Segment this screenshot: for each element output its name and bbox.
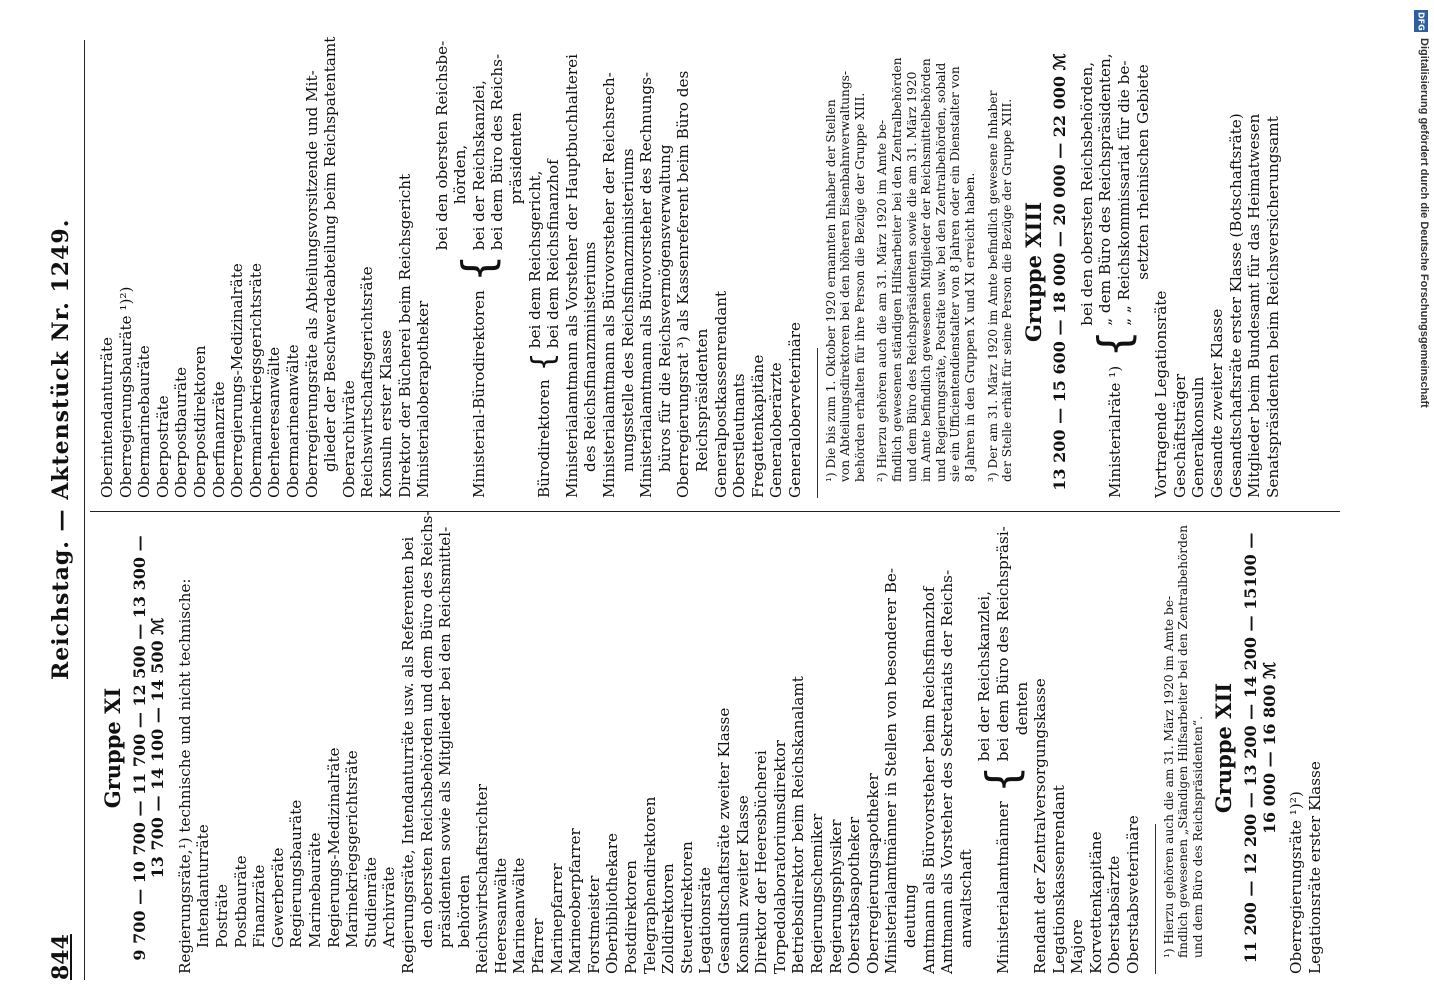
brace-item: hörden, [451,144,470,205]
footnote-line: findlich gewesenen „Ständigen Hilfsarbeiter bei den Zentralbehörden [1176,525,1191,958]
list-item: Oberintendanturräte [98,336,116,498]
list-item: Marinepfarrer [547,863,566,974]
list-item: Obermarinekriegsgerichtsräte [246,262,265,498]
curly-brace: { [977,765,1029,794]
column-divider [90,511,1340,512]
list-item: Oberheeresanwälte [265,346,284,498]
list-item: Regierungschemiker [807,813,826,974]
list-item: Oberpostbauräte [172,366,191,498]
list-item: Oberpostdirektoren [190,345,209,498]
list-item: Telegraphendirektoren [640,796,659,974]
pay-scale-xi-2: 13 700 — 14 100 — 14 500 ℳ [148,617,168,879]
brace-item: bei dem Reichsfinanzhof [544,159,563,349]
group-title-xi: Gruppe XI [100,687,125,809]
dfg-side-note [1412,8,1430,988]
list-item: Oberregierungsräte als Abteilungsvorsitzende und Mit- [302,70,321,498]
list-item: Reichswirtschaftsrichter [473,784,492,974]
list-item: Oberstleutnants [730,373,749,498]
footnote [824,46,1015,482]
brace-item: setzten rheinischen Gebiete [1133,64,1152,280]
brace-item: bei dem Büro des Reichspräsi- [993,526,1012,762]
footnote-line: der Stelle erhält für seine Person die Bezüge der Gruppe XIII. [1000,98,1015,482]
dfg-logo-icon: DFG [1414,10,1428,32]
brace-label: Bürodirektoren [534,379,553,498]
list-item: den obersten Reichsbehörden und dem Büro des Reichs- [417,510,436,948]
footnote-line: und Regierungsräte, Posträte usw. bei den Zentralbehörden, sobald [933,62,948,482]
footnote-line: von Abteilungsdirektoren bei den höheren Eisenbahnverwaltungs- [838,70,853,482]
curly-brace: { [453,254,505,283]
brace-item: bei der Reichskanzlei, [469,80,488,251]
footnote-line: ¹) Die bis zum 1. Oktober 1920 ernannten Inhaber der Stellen [823,99,838,482]
footnote-rule [1155,824,1156,974]
list-item: Oberposträte [153,395,172,498]
list-item: Marineanwälte [510,857,529,974]
list-item: Regierungsphysiker [826,819,845,974]
rotated-document-page [40,36,1360,980]
list-item: Marinekriegsgerichtsräte [343,750,362,948]
list-item: Ministerialamtmänner in Stellen von besonderer Be- [882,568,901,974]
list-item: Oberregierungsräte ¹)²) [1287,791,1306,974]
list-item: Oberfinanzräte [209,381,228,498]
footnote-line: 8 Jahren in den Gruppen X und XI erreicht haben. [962,172,977,482]
list-item: deutung [900,884,919,948]
pay-scale-xii-2: 16 000 — 16 800 ℳ [1259,661,1279,835]
list-item: Generaloberärzte [767,362,786,498]
list-item: Konsuln erster Klasse [376,330,395,498]
page-header [40,40,84,980]
brace-item: denten [1012,681,1031,736]
list-item: Betriebsdirektor beim Reichskanalamt [789,676,808,974]
list-item: Oberregierungsapotheker [863,773,882,974]
list-item: Regierungsräte, Intendanturräte usw. als Referenten bei [398,536,417,974]
list-item: Finanzräte [250,864,269,948]
list-item: Oberregierungsbauräte ¹)²) [116,286,135,498]
list-item: des Reichsfinanzministeriums [581,241,600,472]
brace-item: „ „ Reichskommissariat für die be- [1115,60,1134,326]
brace-item: präsidenten [507,112,526,205]
brace-group [432,40,526,498]
page-title: Reichstag. — Aktenstück Nr. 1249. [48,218,74,680]
list-item: Posträte [212,883,231,948]
list-item: Amtmann als Vorsteher des Sekretariats der Reichs- [938,569,957,974]
brace-item: bei dem Reichsgericht, [525,170,544,349]
list-item: glieder der Beschwerdeabteilung beim Reichspatentamt [321,36,340,472]
list-item: Forstmeister [584,875,603,974]
curly-brace: { [526,352,562,372]
list-item: Pfarrer [529,918,548,974]
group-title-xiii: Gruppe XIII [1020,201,1046,343]
footnote-line: und dem Büro des Reichspräsidenten“. [1190,716,1205,958]
brace-group [975,522,1031,974]
list-item: Reichspräsidenten [693,328,711,472]
list-item: Gesandte zweiter Klasse [1208,308,1227,498]
list-item: Generaloberveterinäre [785,321,804,498]
brace-item: bei den obersten Reichsbehörden, [1077,61,1096,326]
list-item: Heeresanwälte [491,857,510,974]
dfg-funding-note: Digitalisierung gefördert durch die Deutsche Forschungsgemeinschaft [1418,38,1430,408]
brace-item: bei der Reichskanzlei, [975,591,994,762]
footnote-line: ¹) Hierzu gehören auch die am 31. März 1920 im Amte be- [1161,595,1176,958]
brace-item: „ dem Büro des Reichspräsidenten, [1096,53,1115,326]
list-item: Oberarchivräte [339,380,358,498]
list-item: Intendanturräte [194,824,213,948]
list-item: Ministerialamtmann als Bürovorsteher des Rechnungs- [637,71,656,498]
list-item: büros für die Reichsvermögensverwaltung [655,144,674,472]
right-column [98,36,1282,498]
list-item: Generalkonsuln [1189,376,1208,498]
list-item: Legationsräte [696,867,715,974]
brace-label: Ministerialamtmänner [993,801,1012,974]
list-item: behörden [454,874,473,948]
brace-label: Ministerial-Bürodirektoren [469,290,488,498]
curly-brace: { [1089,329,1141,358]
list-item: Oberregierungs-Medizinalräte [228,263,247,498]
list-item: Legationskassenrendant [1049,785,1068,974]
footnote-line: und dem Büro des Reichspräsidenten sowie die am 31. März 1920 [904,71,919,482]
list-item: Zolldirektoren [659,863,678,974]
brace-item: bei den obersten Reichsbe- [432,40,451,251]
footnote-line: ³) Der am 31. März 1920 im Amte befindlich gewesene Inhaber [985,90,1000,482]
list-item: Majore [1068,919,1087,974]
list-item: Regierungs-Medizinalräte [324,747,343,948]
list-item: Postdirektoren [622,860,641,974]
list-item: Torpedolaboratoriumsdirektor [770,740,789,974]
footnote [1162,522,1206,958]
list-item: Senatspräsidenten beim Reichsversicherungsamt [1263,116,1282,498]
list-item: Korvettenkapitäne [1086,831,1105,974]
list-item: Generalpostkassenrendant [711,290,730,498]
list-item: Ministerialamtmann als Vorsteher der Hauptbuchhalterei [562,53,581,498]
list-item: nungsstelle des Reichsfinanzministeriums [618,148,637,472]
list-item: Ministerialamtmann als Bürovorsteher der Reichsrech- [600,72,619,498]
left-column [98,510,1324,974]
list-item: Oberstabsveterinäre [1124,815,1143,974]
pay-scale-xi-1: 9 700 — 10 700 — 11 700 — 12 500 — 13 300 — [129,535,149,961]
footnote-line: findlich gewesenen ständigen Hilfsarbeiter bei den Zentralbehörden [889,57,904,482]
list-item: Oberstabsärzte [1105,855,1124,974]
list-item: Oberstabsapotheker [845,816,864,974]
footnote-line: sie ein Ufficientendienstalter von 8 Jahren oder ein Dienstalter von [948,66,963,482]
list-item: Archivräte [380,866,399,948]
list-item: Steuerdirektoren [677,841,696,974]
list-item: Regierungsbauräte [287,799,306,948]
list-item: Geschäftsträger [1170,373,1189,498]
list-item: Oberbibliothekare [603,833,622,974]
footnote-rule [817,348,818,498]
footnote-line: im Amte befindlich gewesenen Mitglieder der Reichsmittelbehörden [919,58,934,482]
list-item: Amtmann als Bürovorsteher beim Reichsfinanzhof [919,586,938,974]
list-item: Postbauräte [231,855,250,948]
brace-group [526,46,563,498]
list-item: Studienräte [361,856,380,948]
list-item: Mitglieder beim Bundesamt für das Heimatwesen [1245,113,1264,498]
pay-scale-xii-1: 11 200 — 12 200 — 13 200 — 14 200 — 15100 — [1241,532,1261,964]
list-item: Vortragende Legationsräte [1152,290,1171,498]
list-item: Gewerberäte [268,847,287,948]
list-item: Rendant der Zentralversorgungskasse [1031,678,1050,974]
group-title-xii: Gruppe XII [1211,682,1237,814]
list-item: Fregattenkapitäne [748,354,767,498]
list-item: anwaltschaft [956,849,975,948]
list-item: Regierungsräte,¹) technische und nicht technische: [175,578,194,974]
header-rule [84,40,85,980]
list-item: Obermarineanwälte [283,344,302,498]
brace-label: Ministerialräte ¹) [1105,365,1124,498]
footnote-line: ²) Hierzu gehören auch die am 31. März 1920 im Amte be- [875,119,890,482]
list-item: Marinebauräte [305,832,324,948]
list-item: präsidenten sowie als Mitglieder bei den Reichsmittel- [436,526,455,948]
list-item: Ministerialoberapotheker [414,300,433,498]
brace-group [1078,46,1152,498]
pay-scale-xiii: 13 200 — 15 600 — 18 000 — 20 000 — 22 000 ℳ [1050,53,1070,491]
list-item: Direktor der Heeresbücherei [752,750,771,974]
list-item: Oberregierungsrat ³) als Kassenreferent beim Büro des [674,70,693,498]
brace-item: bei dem Büro des Reichs- [488,53,507,251]
list-item: Konsuln zweiter Klasse [733,795,752,974]
list-item: Obermarinebauräte [135,345,154,498]
list-item: Gesandtschaftsräte zweiter Klasse [715,707,733,974]
footnote-line: behörden erhalten für ihre Person die Bezüge der Gruppe XIII. [852,92,867,482]
list-item: Reichswirtschaftsgerichtsräte [358,266,377,498]
list-item: Gesandtschaftsräte erster Klasse (Botschaftsräte) [1226,113,1245,498]
list-item: Marineoberpfarrer [566,828,585,974]
page-number: 844 [48,934,74,980]
list-item: Legationsräte erster Klasse [1305,761,1324,974]
list-item: Direktor der Bücherei beim Reichsgericht [395,173,414,498]
